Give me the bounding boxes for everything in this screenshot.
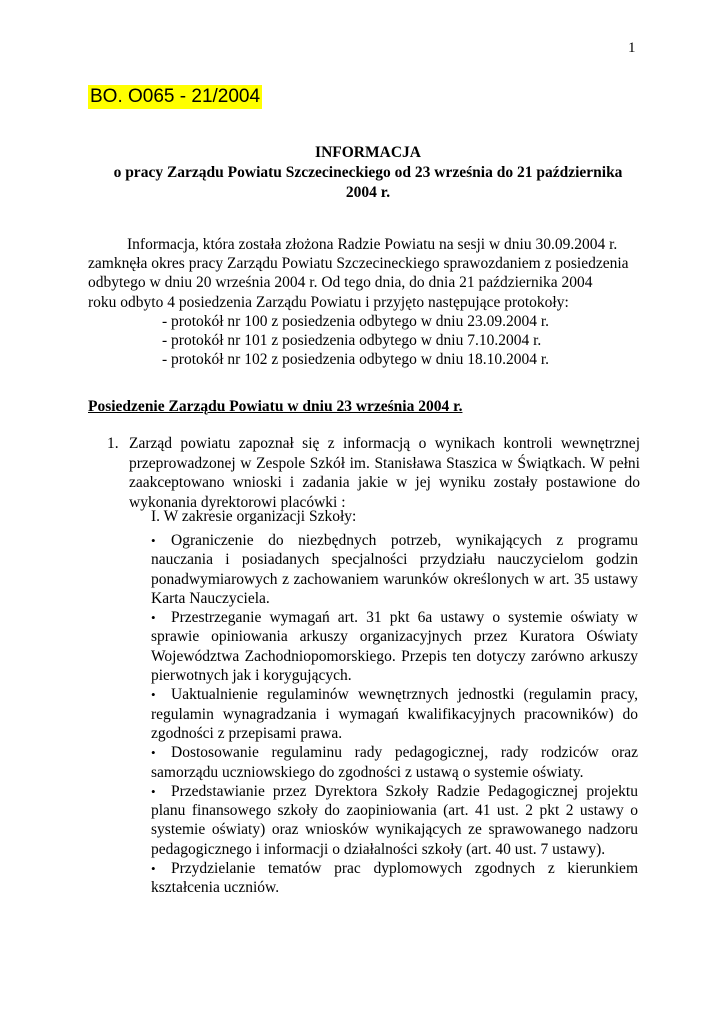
bullet-icon: • [151,687,156,703]
list-item-text: Przedstawianie przez Dyrektora Szkoły Radzie Pedagogicznej projektu planu finansowego szkoły do zaopiniowania (art. 41 ust. 2 pkt 2 ustawy o systemie oświaty) oraz wniosków wynikających ze sprawowanego nadzoru pedagogicznego i informacji o działalności szkoły (art. 40 ust. 7 ustawy). [151,782,638,858]
document-reference: BO. O065 - 21/2004 [90,86,261,107]
list-item [151,782,638,859]
list-item [151,859,638,898]
intro-line: Informacja, która została złożona Radzie Powiatu na sesji w dniu 30.09.2004 r. [127,236,618,253]
title-line-2: o pracy Zarządu Powiatu Szczecineckiego od 23 września do 21 października [113,164,623,181]
agenda-item-1 [107,434,640,512]
list-item [151,743,638,782]
protocol-item: - protokół nr 100 z posiedzenia odbytego w dniu 23.09.2004 r. [162,312,550,330]
intro-line: odbytego w dniu 20 września 2004 r. Od tego dnia, do dnia 21 października 2004 [88,274,593,292]
bullet-icon: • [151,745,156,761]
title-line-1: INFORMACJA [315,144,421,161]
document-title [88,143,648,203]
list-item-text: Przydzielanie tematów prac dyplomowych zgodnych z kierunkiem kształcenia uczniów. [151,860,638,897]
bullet-list [151,531,638,898]
bullet-icon: • [151,533,156,548]
intro-line: roku odbyto 4 posiedzenia Zarządu Powiatu i przyjęto następujące protokoły: [88,293,569,311]
item-text: Zarząd powiatu zapoznał się z informacją o wynikach kontroli wewnętrznej przeprowadzonej w Zespole Szkół im. Stanisława Staszica w Świątkach. W pełni zaakceptowano wnioski i zadania jakie w jej wyniku zostały postawione do wykonania dyrektorowi placówki : [129,435,640,511]
intro-line: zamknęła okres pracy Zarządu Powiatu Szczecineckiego sprawozdaniem z posiedzenia [88,255,629,273]
protocol-item: - protokół nr 102 z posiedzenia odbytego w dniu 18.10.2004 r. [162,351,550,369]
page-number: 1 [628,40,636,56]
list-item [151,531,638,608]
bullet-icon: • [151,610,156,626]
bullet-icon: • [151,861,156,877]
bullet-icon: • [151,783,156,799]
item-subheading: I. W zakresie organizacji Szkoły: [151,508,357,525]
list-item [151,608,638,685]
list-item-text: Przestrzeganie wymagań art. 31 pkt 6a ustawy o systemie oświaty w sprawie opiniowania arkuszy organizacyjnych przez Kuratora Oświaty Województwa Zachodniopomorskiego. Przepis ten dotyczy zarówno arkuszy pierwotnych jak i korygujących. [151,609,638,685]
item-number: 1. [107,435,119,452]
section-heading: Posiedzenie Zarządu Powiatu w dniu 23 września 2004 r. [88,398,463,415]
protocol-item: - protokół nr 101 z posiedzenia odbytego w dniu 7.10.2004 r. [162,332,542,350]
intro-paragraph [88,235,648,369]
list-item-text: Uaktualnienie regulaminów wewnętrznych jednostki (regulamin pracy, regulamin wynagradzania i wymagań kwalifikacyjnych pracowników) do zgodności z przepisami prawa. [151,686,638,742]
list-item-text: Dostosowanie regulaminu rady pedagogicznej, rady rodziców oraz samorządu uczniowskiego do zgodności z ustawą o systemie oświaty. [151,744,638,781]
list-item [151,685,638,743]
title-line-3: 2004 r. [345,184,391,201]
list-item-text: Ograniczenie do niezbędnych potrzeb, wynikających z programu nauczania i posiadanych specjalności przydziału nauczycielom godzin ponadwymiarowych z zachowaniem warunków określonych w art. 35 ustawy Karta Nauczyciela. [151,532,638,607]
